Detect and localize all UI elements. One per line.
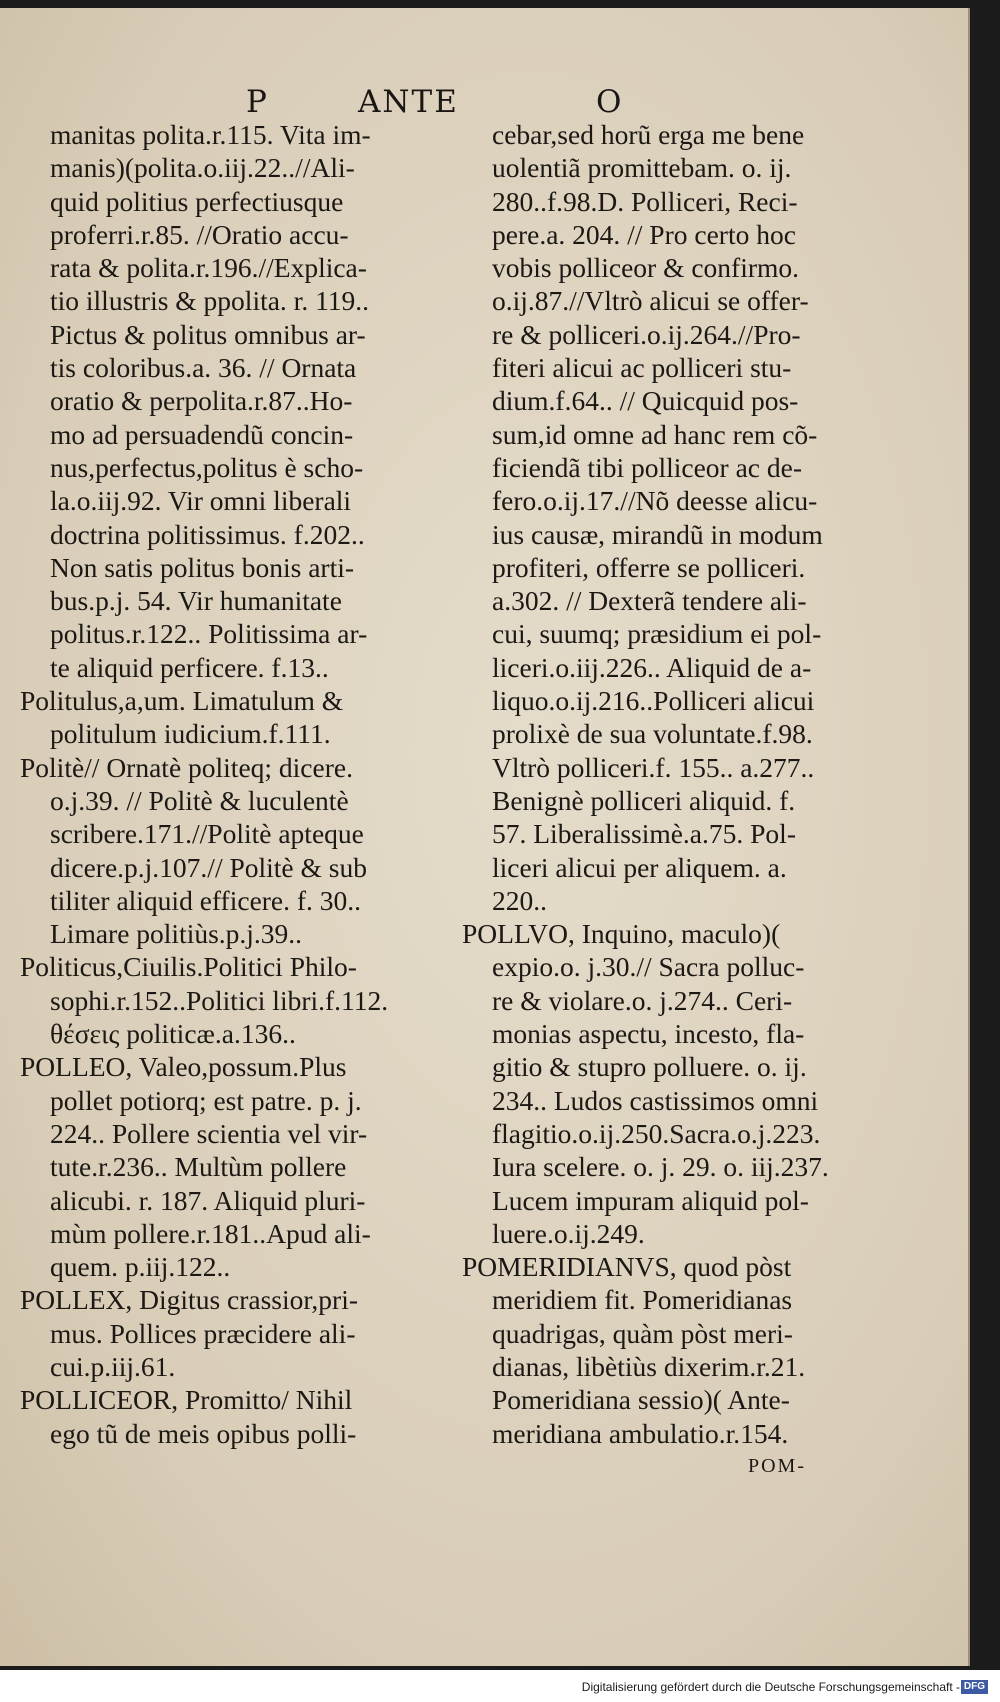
text-line: liceri.o.iij.226.. Aliquid de a- <box>492 651 812 683</box>
text-line: politus.r.122.. Politissima ar- <box>50 618 368 650</box>
text-line: a.302. // Dexterã tendere ali- <box>492 585 807 617</box>
text-line: tis coloribus.a. 36. // Ornata <box>50 352 357 384</box>
text-line: Lucem impuram aliquid pol- <box>492 1184 809 1216</box>
text-line: pollet potiorq; est patre. p. j. <box>50 1084 362 1116</box>
text-line: manis)(polita.o.iij.22..//Ali- <box>50 152 355 184</box>
text-line: vobis polliceor & confirmo. <box>492 252 800 284</box>
text-line: mo ad persuadendũ concin- <box>50 418 354 450</box>
text-line: alicubi. r. 187. Aliquid pluri- <box>50 1184 366 1216</box>
text-line: dicere.p.j.107.// Politè & sub <box>50 851 367 883</box>
text-line: quem. p.iij.122.. <box>50 1251 231 1283</box>
text-line: Politè// Ornatè politeq; dicere. <box>20 751 353 783</box>
text-line: Politulus,a,um. Limatulum & <box>20 685 344 717</box>
text-line: nus,perfectus,politus è scho- <box>50 451 364 483</box>
text-line: prolixè de sua voluntate.f.98. <box>492 718 813 750</box>
text-line: POLLVO, Inquino, maculo)( <box>462 918 781 950</box>
text-line: quadrigas, quàm pòst meri- <box>492 1317 793 1349</box>
text-line: POM- <box>747 1454 806 1477</box>
text-line: θέσεις politicæ.a.136.. <box>50 1018 296 1050</box>
text-line: o.j.39. // Politè & luculentè <box>50 784 349 816</box>
text-line: dianas, libètiùs dixerim.r.21. <box>492 1350 806 1382</box>
text-line: fiteri alicui ac polliceri stu- <box>492 352 792 384</box>
text-line: 280..f.98.D. Polliceri, Reci- <box>492 185 798 217</box>
text-line: quid politius perfectiusque <box>50 185 344 217</box>
text-line: fero.o.ij.17.//Nõ deesse alicu- <box>492 485 818 517</box>
header-word-ante: ANTE <box>358 84 459 120</box>
text-line: Pomeridiana sessio)( Ante- <box>492 1384 790 1416</box>
text-line: rata & polita.r.196.//Explica- <box>50 252 367 284</box>
text-line: cebar,sed horũ erga me bene <box>492 119 805 150</box>
text-line: politulum iudicium.f.111. <box>50 718 331 750</box>
text-line: doctrina politissimus. f.202.. <box>50 518 365 550</box>
text-line: la.o.iij.92. Vir omni liberali <box>50 485 352 517</box>
text-line: 57. Liberalissimè.a.75. Pol- <box>492 818 796 850</box>
text-line: expio.o. j.30.// Sacra polluc- <box>492 951 805 983</box>
text-line: ficiendã tibi polliceor ac de- <box>492 451 802 483</box>
text-line: liquo.o.ij.216..Polliceri alicui <box>492 685 815 717</box>
text-line: tiliter aliquid efficere. f. 30.. <box>50 884 362 916</box>
text-line: gitio & stupro polluere. o. ij. <box>492 1051 807 1083</box>
left-column <box>20 118 430 1450</box>
text-line: Iura scelere. o. j. 29. o. iij.237. <box>492 1151 829 1183</box>
text-line: POLLICEOR, Promitto/ Nihil <box>20 1384 353 1416</box>
right-column <box>462 118 840 1483</box>
text-line: mus. Pollices præcidere ali- <box>50 1317 356 1349</box>
text-line: cui.p.iij.61. <box>50 1350 176 1382</box>
text-line: flagitio.o.ij.250.Sacra.o.j.223. <box>492 1117 821 1149</box>
text-line: mùm pollere.r.181..Apud ali- <box>50 1217 371 1249</box>
text-line: o.ij.87.//Vltrò alicui se offer- <box>492 285 809 317</box>
text-line: Benignè polliceri aliquid. f. <box>492 784 796 816</box>
text-line: ego tũ de meis opibus polli- <box>50 1417 357 1449</box>
text-line: ius causæ, mirandũ in modum <box>492 518 823 550</box>
text-line: tute.r.236.. Multùm pollere <box>50 1151 347 1183</box>
text-line: meridiem fit. Pomeridianas <box>492 1284 793 1316</box>
text-line: uolentiã promittebam. o. ij. <box>492 152 792 184</box>
text-line: 234.. Ludos castissimos omni <box>492 1084 819 1116</box>
text-line: liceri alicui per aliquem. a. <box>492 851 787 883</box>
text-line: sophi.r.152..Politici libri.f.112. <box>50 984 389 1016</box>
text-line: POLLEO, Valeo,possum.Plus <box>20 1051 347 1083</box>
text-line: cui, suumq; præsidium ei pol- <box>492 618 822 650</box>
digitization-credit: Digitalisierung gefördert durch die Deutsche Forschungsgemeinschaft - <box>581 1680 960 1694</box>
text-line: scribere.171.//Politè apteque <box>50 818 364 850</box>
header-letter-o: O <box>596 84 624 120</box>
text-line: proferri.r.85. //Oratio accu- <box>50 218 349 250</box>
text-line: Vltrò polliceri.f. 155.. a.277.. <box>492 751 815 783</box>
text-line: meridiana ambulatio.r.154. <box>492 1417 789 1449</box>
text-line: monias aspectu, incesto, fla- <box>492 1018 805 1050</box>
text-line: POMERIDIANVS, quod pòst <box>462 1251 792 1283</box>
text-line: Politicus,Ciuilis.Politici Philo- <box>20 951 357 983</box>
text-line: oratio & perpolita.r.87..Ho- <box>50 385 353 417</box>
text-line: Pictus & politus omnibus ar- <box>50 318 366 350</box>
text-line: sum,id omne ad hanc rem cõ- <box>492 418 818 450</box>
text-line: dium.f.64.. // Quicquid pos- <box>492 385 799 417</box>
text-line: 224.. Pollere scientia vel vir- <box>50 1117 368 1149</box>
text-line: luere.o.ij.249. <box>492 1217 645 1249</box>
text-line: re & polliceri.o.ij.264.//Pro- <box>492 318 801 350</box>
text-line: re & violare.o. j.274.. Ceri- <box>492 984 793 1016</box>
text-line: Non satis politus bonis arti- <box>50 551 355 583</box>
text-line: Limare politiùs.p.j.39.. <box>50 918 303 950</box>
text-line: profiteri, offerre se polliceri. <box>492 551 806 583</box>
text-line: bus.p.j. 54. Vir humanitate <box>50 585 342 617</box>
text-line: tio illustris & ppolita. r. 119.. <box>50 285 370 317</box>
header-letter-p: P <box>246 84 269 120</box>
text-line: 220.. <box>492 884 547 916</box>
text-line: POLLEX, Digitus crassior,pri- <box>20 1284 359 1316</box>
text-line: te aliquid perficere. f.13.. <box>50 651 329 683</box>
text-line: manitas polita.r.115. Vita im- <box>50 119 371 150</box>
text-line: pere.a. 204. // Pro certo hoc <box>492 218 796 250</box>
dfg-logo: DFG <box>961 1680 988 1694</box>
